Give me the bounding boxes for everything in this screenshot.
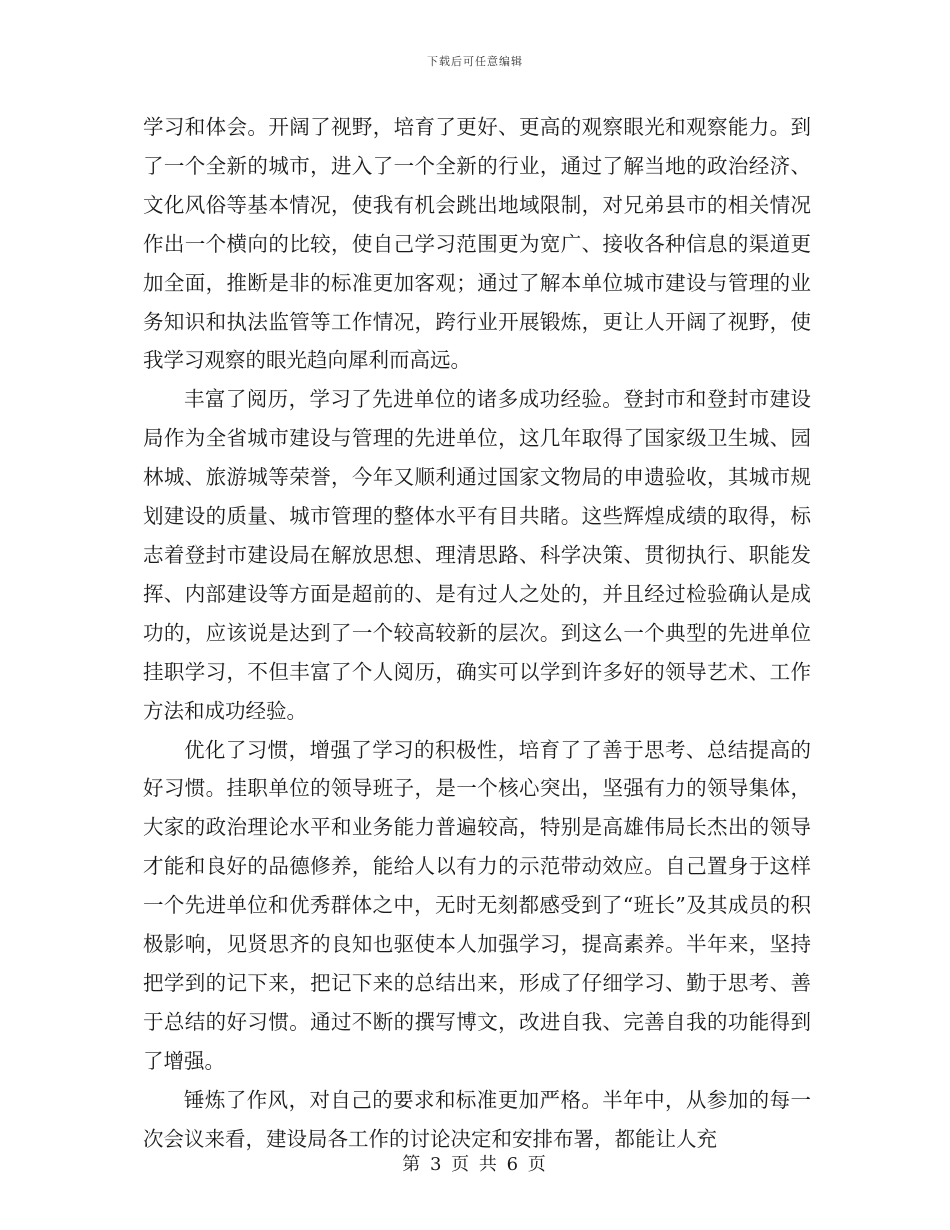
page-number: 第 3 页 共 6 页 (402, 1154, 548, 1175)
document-body (143, 108, 811, 1158)
paragraph-4: 锤炼了作风，对自己的要求和标准更加严格。半年中，从参加的每一次会议来看，建设局各工作的讨论决定和安排布署，都能让人充 (143, 1087, 811, 1151)
paragraph-2: 丰富了阅历，学习了先进单位的诸多成功经验。登封市和登封市建设局作为全省城市建设与管理的先进单位，这几年取得了国家级卫生城、园林城、旅游城等荣誉，今年又顺利通过国家文物局的申遗验收，其城市规划建设的质量、城市管理的整体水平有目共睹。这些辉煌成绩的取得，标志着登封市建设局在解放思想、理清思路、科学决策、贯彻执行、职能发挥、内部建设等方面是超前的、是有过人之处的，并且经过检验确认是成功的，应该说是达到了一个较高较新的层次。到这么一个典型的先进单位挂职学习，不但丰富了个人阅历，确实可以学到许多好的领导艺术、工作方法和成功经验。 (143, 387, 811, 723)
paragraph-1: 学习和体会。开阔了视野，培育了更好、更高的观察眼光和观察能力。到了一个全新的城市，进入了一个全新的行业，通过了解当地的政治经济、文化风俗等基本情况，使我有机会跳出地域限制，对兄弟县市的相关情况作出一个横向的比较，使自己学习范围更为宽广、接收各种信息的渠道更加全面，推断是非的标准更加客观；通过了解本单位城市建设与管理的业务知识和执法监管等工作情况，跨行业开展锻炼，更让人开阔了视野，使我学习观察的眼光趋向犀利而高远。 (143, 115, 811, 373)
page-header-note: 下载后可任意编辑 (427, 55, 523, 68)
paragraph-3: 优化了习惯，增强了学习的积极性，培育了了善于思考、总结提高的好习惯。挂职单位的领导班子，是一个核心突出，坚强有力的领导集体，大家的政治理论水平和业务能力普遍较高，特别是高雄伟局长杰出的领导才能和良好的品德修养，能给人以有力的示范带动效应。自己置身于这样一个先进单位和优秀群体之中，无时无刻都感受到了“班长”及其成员的积极影响，见贤思齐的良知也驱使本人加强学习，提高素养。半年来，坚持把学到的记下来，把记下来的总结出来，形成了仔细学习、勤于思考、善于总结的好习惯。通过不断的撰写博文，改进自我、完善自我的功能得到了增强。 (143, 737, 811, 1073)
